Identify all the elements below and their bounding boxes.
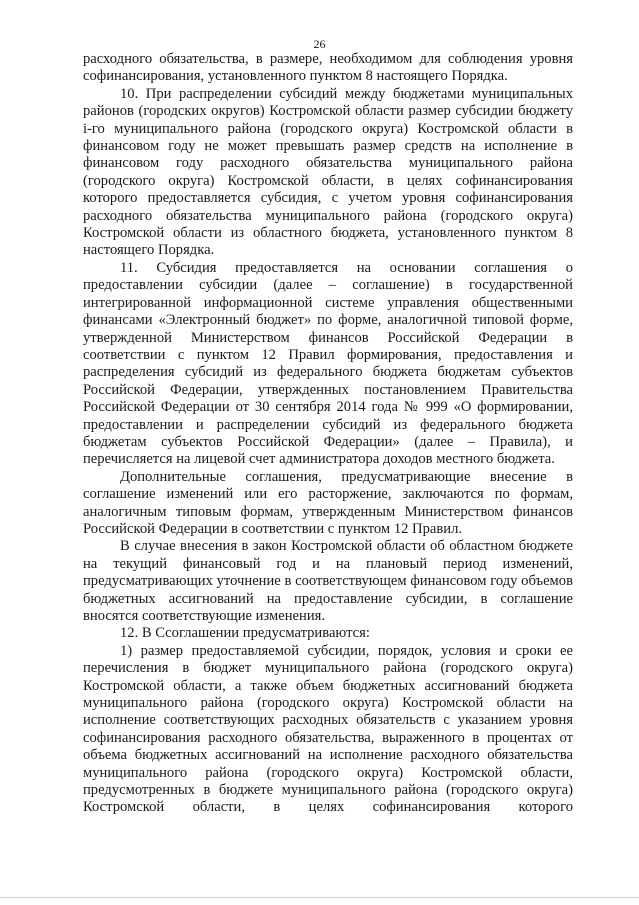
paragraph: 11. Субсидия предоставляется на основании соглашения о предоставлении субсидии (далее – соглашение) в государственной интегрированной информационной системе управления общественными финансами «Электронный бюджет» по форме, аналогичной типовой форме, утвержденной Министерством финансов Российской Федерации в соответствии с пунктом 12 Правил формирования, предоставления и распределения субсидий из федерального бюджета бюджетам субъектов Российской Федерации, утвержденных постановлением Правительства Российской Федерации от 30 сентября 2014 года № 999 «О формировании, предоставлении и распределении субсидий из федерального бюджета бюджетам субъектов Российской Федерации» (далее – Правила), и перечисляется на лицевой счет администратора доходов местного бюджета. — [83, 259, 573, 468]
paragraph: Дополнительные соглашения, предусматривающие внесение в соглашение изменений или его расторжение, заключаются по формам, аналогичным типовым формам, утвержденным Министерством финансов Российской Федерации в соответствии с пунктом 12 Правил. — [83, 468, 573, 537]
paragraph: расходного обязательства, в размере, необходимом для соблюдения уровня софинансирования, установленного пунктом 8 настоящего Порядка. — [83, 51, 573, 85]
paragraph: 1) размер предоставляемой субсидии, порядок, условия и сроки ее перечисления в бюджет муниципального района (городского округа) Костромской области, а также объем бюджетных ассигнований бюджета муниципального района (городского округа) Костромской области на исполнение соответствующих расходных обязательств с указанием уровня софинансирования расходного обязательства, выраженного в процентах от объема бюджетных ассигнований на исполнение расходного обязательства муниципального района (городского округа) Костромской области, предусмотренных в бюджете муниципального района (городского округа) Костромской области, в целях софинансирования которого — [83, 642, 573, 816]
document-body — [83, 51, 573, 817]
paragraph: 10. При распределении субсидий между бюджетами муниципальных районов (городских округов) Костромской области размер субсидии бюджету i-го муниципального района (городского округа) Костромской области в финансовом году не может превышать размер средств на исполнение в финансовом году расходного обязательства муниципального района (городского округа) Костромской области, в целях софинансирования которого предоставляется субсидия, с учетом уровня софинансирования расходного обязательства муниципального района (городского округа) Костромской области из областного бюджета, установленного пунктом 8 настоящего Порядка. — [83, 85, 573, 259]
paragraph: 12. В Ссоглашении предусматриваются: — [120, 625, 370, 642]
page-number: 26 — [313, 37, 326, 51]
page-bottom-edge — [0, 897, 639, 898]
paragraph: В случае внесения в закон Костромской области об областном бюджете на текущий финансовый год и на плановый период изменений, предусматривающих уточнение в соответствующем финансовом году объемов бюджетных ассигнований на предоставление субсидии, в соглашение вносятся соответствующие изменения. — [83, 538, 573, 624]
